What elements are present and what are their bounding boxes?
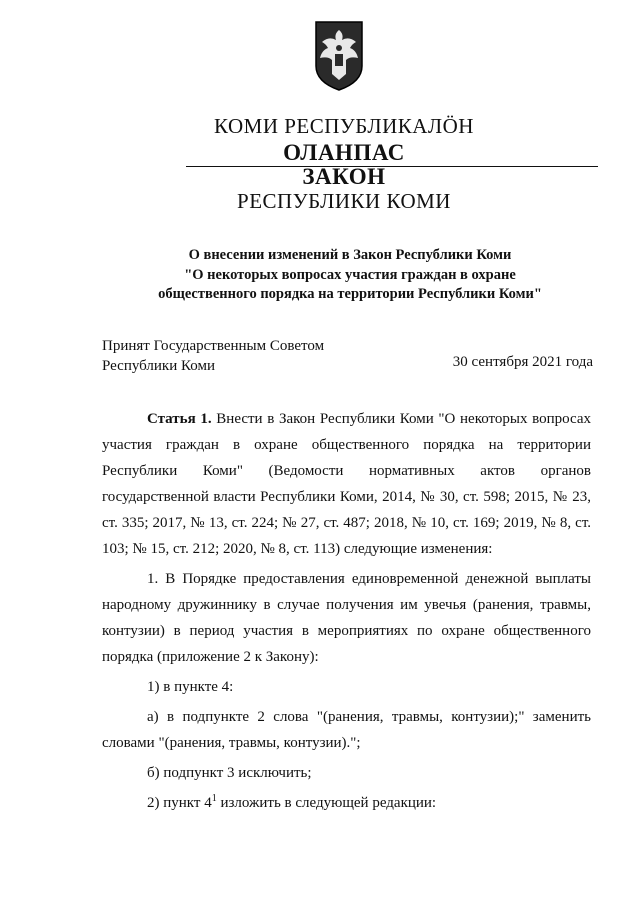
superscript: 1: [211, 793, 217, 804]
header-republic-komi-lang: КОМИ РЕСПУБЛИКАЛӦН: [214, 114, 474, 138]
document-title: [100, 246, 600, 305]
subitem-paragraph: [102, 790, 591, 816]
subitem-text: 2) пункт 4: [147, 795, 212, 811]
item-paragraph: 1. В Порядке предоставления единовременной денежной выплаты народному дружиннику в случае получения им увечья (ранения, травмы, контузии) в период участия в мероприятиях по охране общественного порядка (приложение 2 к Закону):: [102, 571, 591, 665]
subitem-paragraph: а) в подпункте 2 слова "(ранения, травмы, контузии);" заменить словами "(ранения, травмы, контузии).";: [102, 709, 591, 751]
header-law: ЗАКОН: [302, 164, 386, 189]
header-law-komi-lang: ОЛАНПАС: [283, 140, 405, 165]
adoption-line: Республики Коми: [102, 358, 215, 374]
article-paragraph: [102, 406, 591, 562]
subitem-paragraph: 1) в пункте 4:: [147, 679, 234, 695]
header-republic: РЕСПУБЛИКИ КОМИ: [237, 189, 451, 213]
article-label: Статья 1.: [147, 411, 212, 427]
title-line: О внесении изменений в Закон Республики Коми: [188, 247, 512, 263]
subitem-text: изложить в следующей редакции:: [216, 795, 437, 811]
article-intro: Внести в Закон Республики Коми "О некоторых вопросах участия граждан в охране общественного порядка на территории Республики Коми" (Ведомости нормативных актов органов государственной власти Республики Коми, 2014, № 30, ст. 598; 2015, № 23, ст. 335; 2017, № 13, ст. 224; № 27, ст. 487; 2018, № 10, ст. 169; 2019, № 8, ст. 103; № 15, ст. 212; 2020, № 8, ст. 113) следующие изменения:: [102, 411, 591, 557]
komi-coat-of-arms-icon: [314, 20, 364, 92]
document-body: [102, 406, 591, 816]
adoption-line: Принят Государственным Советом: [102, 338, 325, 354]
adoption-info: [102, 336, 324, 376]
title-line: общественного порядка на территории Республики Коми": [158, 286, 542, 302]
adoption-date: 30 сентября 2021 года: [452, 354, 593, 370]
subitem-paragraph: б) подпункт 3 исключить;: [147, 765, 312, 781]
title-line: "О некоторых вопросах участия граждан в охране: [184, 266, 516, 283]
